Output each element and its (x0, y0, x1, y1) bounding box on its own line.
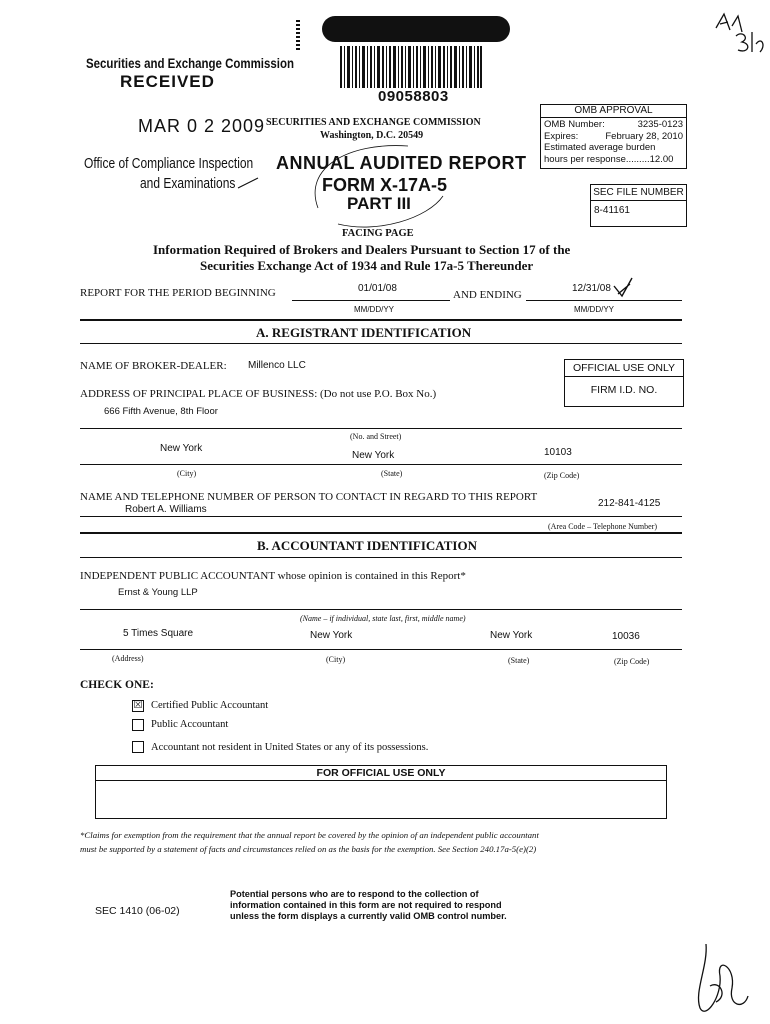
city-caption: (City) (177, 469, 197, 478)
acct-city-caption: (City) (326, 655, 346, 664)
notice-line1: Potential persons who are to respond to the collection of (230, 889, 479, 899)
contact-name: Robert A. Williams (125, 504, 207, 515)
report-title-line2: FORM X-17A-5 (322, 175, 448, 195)
contact-phone: 212-841-4125 (598, 498, 661, 509)
period-end-line (526, 300, 682, 301)
stamp-flourish (236, 176, 260, 190)
city-value: New York (160, 443, 203, 454)
acct-zip-caption: (Zip Code) (614, 657, 650, 666)
footnote-line1: *Claims for exemption from the requirement that the annual report be covered by the opinion of an independent public accountant (80, 830, 539, 840)
cpa-label: Certified Public Accountant (151, 700, 269, 711)
omb-number-label: OMB Number: (544, 119, 605, 130)
acct-address-caption: (Address) (112, 654, 144, 663)
acct-city-value: New York (310, 630, 353, 641)
street-line (80, 428, 682, 429)
stamp-office-line1: Office of Compliance Inspection (84, 155, 254, 172)
footnote-line2: must be supported by a statement of facts and circumstances relied on as the basis for the exemption. See Section 240.17a-5(e)(2) (80, 844, 537, 854)
accountant-value: Ernst & Young LLP (118, 587, 198, 598)
acct-zip-value: 10036 (612, 631, 640, 642)
state-caption: (State) (381, 469, 403, 478)
sec-file-label: SEC FILE NUMBER (591, 185, 686, 201)
scan-mark (296, 20, 300, 50)
nonresident-label: Accountant not resident in United States or any of its possessions. (151, 742, 429, 753)
pa-checkbox[interactable] (132, 719, 144, 731)
nonresident-checkbox[interactable] (132, 741, 144, 753)
stamp-agency: Securities and Exchange Commission (86, 55, 294, 71)
street-caption: (No. and Street) (350, 432, 402, 441)
pa-label: Public Accountant (151, 719, 229, 730)
omb-burden-line2: hours per response.........12.00 (544, 153, 674, 165)
handwritten-signature-bottom (686, 936, 756, 1022)
period-begin-format: MM/DD/YY (354, 305, 394, 314)
contact-label: NAME AND TELEPHONE NUMBER OF PERSON TO CONTACT IN REGARD TO THIS REPORT (80, 491, 538, 503)
report-title-line3: PART III (347, 194, 411, 213)
omb-title: OMB APPROVAL (541, 105, 686, 118)
for-official-use-box (95, 765, 667, 819)
section-b-title: B. ACCOUNTANT IDENTIFICATION (257, 538, 477, 553)
barcode-graphic (340, 46, 482, 88)
official-use-only-box (564, 359, 684, 407)
accountant-label: INDEPENDENT PUBLIC ACCOUNTANT whose opinion is contained in this Report* (80, 570, 466, 582)
omb-expires-value: February 28, 2010 (605, 130, 683, 142)
period-end-format: MM/DD/YY (574, 305, 614, 314)
city-line (80, 464, 682, 465)
acct-state-caption: (State) (508, 656, 530, 665)
check-one-label: CHECK ONE: (80, 679, 154, 691)
principal-address-label: ADDRESS OF PRINCIPAL PLACE OF BUSINESS: (Do not use P.O. Box No.) (80, 388, 437, 400)
report-title-line1: ANNUAL AUDITED REPORT (276, 153, 527, 173)
section-b-rule-bottom (80, 557, 682, 558)
omb-expires-label: Expires: (544, 130, 579, 142)
handwritten-checkmark (612, 276, 636, 300)
sec-file-value: 8-41161 (594, 205, 630, 216)
name-caption: (Name – if individual, state last, first, middle name) (300, 614, 466, 623)
cpa-checkbox[interactable]: ☒ (133, 700, 143, 711)
agency-city: Washington, D.C. 20549 (320, 130, 424, 141)
barcode (340, 46, 482, 88)
phone-caption: (Area Code – Telephone Number) (548, 522, 658, 531)
omb-number-value: 3235-0123 (637, 119, 683, 130)
broker-dealer-label: NAME OF BROKER-DEALER: (80, 360, 227, 372)
section-a-title: A. REGISTRANT IDENTIFICATION (256, 325, 472, 340)
official-use-only-label: OFFICIAL USE ONLY (565, 360, 683, 377)
section-a-rule-bottom (80, 343, 682, 344)
notice-line3: unless the form displays a currently valid OMB control number. (230, 911, 507, 921)
barcode-number: 09058803 (378, 88, 449, 105)
section-a-rule-top (80, 319, 682, 321)
stamp-received: RECEIVED (120, 72, 215, 91)
section-b-rule-top (80, 532, 682, 534)
contact-line (80, 516, 682, 517)
info-line2: Securities Exchange Act of 1934 and Rule 17a-5 Thereunder (200, 258, 534, 273)
period-begin-line (292, 300, 450, 301)
state-value: New York (352, 450, 395, 461)
redaction-bar (322, 16, 510, 42)
notice-line2: information contained in this form are not required to respond (230, 900, 502, 910)
stamp-office-line2: and Examinations (140, 175, 236, 192)
acct-state-value: New York (490, 630, 533, 641)
acct-address-line (80, 649, 682, 650)
omb-approval-box (540, 104, 687, 169)
zip-caption: (Zip Code) (544, 471, 580, 480)
broker-dealer-value: Millenco LLC (248, 360, 306, 371)
firm-id-label: FIRM I.D. NO. (590, 384, 658, 396)
accountant-line (80, 609, 682, 610)
period-end-value: 12/31/08 (572, 283, 611, 294)
zip-value: 10103 (544, 447, 572, 458)
facing-page-label: FACING PAGE (342, 228, 414, 239)
period-begin-label: REPORT FOR THE PERIOD BEGINNING (80, 287, 276, 299)
street-value: 666 Fifth Avenue, 8th Floor (104, 406, 218, 417)
agency-name: SECURITIES AND EXCHANGE COMMISSION (266, 117, 481, 128)
handwritten-initials-top-right (712, 8, 768, 58)
stamp-date: MAR 0 2 2009 (138, 116, 266, 136)
omb-burden-line1: Estimated average burden (544, 142, 656, 153)
info-line1: Information Required of Brokers and Dealers Pursuant to Section 17 of the (153, 242, 571, 257)
period-end-label: AND ENDING (453, 289, 522, 301)
for-official-use-label: FOR OFFICIAL USE ONLY (96, 766, 666, 781)
form-code: SEC 1410 (06-02) (95, 905, 180, 917)
period-begin-value: 01/01/08 (358, 283, 397, 294)
sec-file-number-box (590, 184, 687, 227)
acct-address-value: 5 Times Square (123, 628, 194, 639)
